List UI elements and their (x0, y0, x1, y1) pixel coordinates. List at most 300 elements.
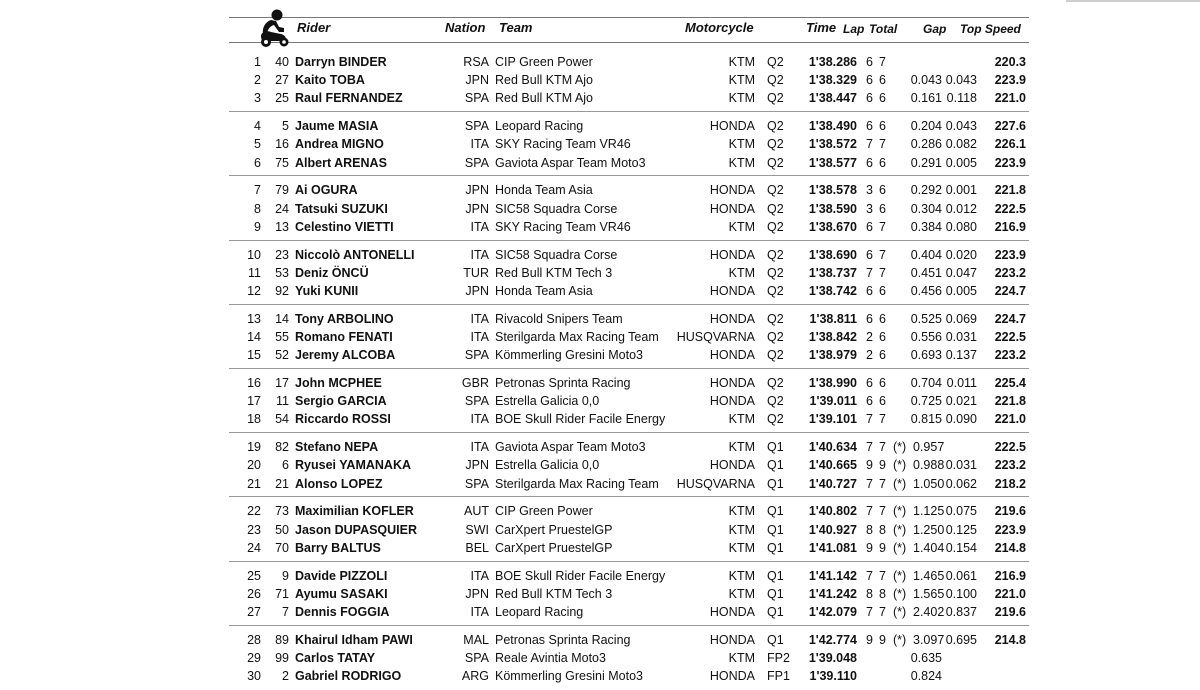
lap-cell: 6 (866, 73, 873, 88)
table-row (229, 475, 1029, 493)
gap-previous-cell: 0.001 (945, 183, 977, 198)
motorcycle-rider-icon (257, 8, 291, 48)
position-cell: 1 (254, 55, 261, 69)
position-cell: 4 (254, 119, 261, 134)
gap-cell: 1.050 (913, 476, 945, 491)
position-cell: 7 (254, 183, 261, 198)
team-cell: Honda Team Asia (495, 284, 593, 298)
team-cell: Red Bull KTM Ajo (495, 73, 593, 88)
position-cell: 12 (247, 284, 261, 298)
lap-cell: 6 (866, 55, 873, 69)
time-cell: 1'38.670 (808, 219, 857, 234)
gap-previous-cell: 0.090 (945, 412, 977, 427)
group-divider (229, 496, 1029, 497)
motorcycle-cell: HONDA (709, 394, 755, 409)
motorcycle-cell: HONDA (709, 348, 755, 363)
top-speed-cell: 223.2 (994, 458, 1026, 473)
total-laps-cell: 7 (879, 55, 886, 69)
motorcycle-cell: KTM (728, 55, 755, 69)
team-cell: SIC58 Squadra Corse (495, 247, 618, 262)
team-cell: BOE Skull Rider Facile Energy (495, 568, 666, 583)
lap-cell: 2 (866, 348, 873, 363)
position-cell: 29 (247, 651, 261, 665)
group-divider (229, 625, 1029, 626)
rider-name-cell: Celestino VIETTI (295, 219, 394, 234)
rider-number-cell: 9 (282, 568, 289, 583)
note-cell: (*) (893, 605, 907, 619)
group-divider (229, 240, 1029, 241)
rider-number-cell: 40 (275, 55, 289, 69)
nation-cell: ITA (470, 330, 489, 344)
rider-name-cell: Davide PIZZOLI (295, 568, 388, 583)
time-cell: 1'38.842 (808, 330, 857, 344)
table-row (229, 89, 1029, 107)
time-cell: 1'38.577 (808, 155, 857, 170)
nation-cell: JPN (465, 73, 489, 88)
rider-name-cell: Khairul Idham PAWI (295, 632, 413, 647)
top-speed-cell: 224.7 (994, 284, 1026, 298)
time-cell: 1'40.927 (808, 522, 857, 537)
lap-cell: 7 (866, 265, 873, 280)
motorcycle-cell: HONDA (709, 605, 755, 619)
table-row (229, 117, 1029, 135)
nation-cell: JPN (465, 458, 489, 473)
rider-number-cell: 79 (275, 183, 289, 198)
position-cell: 19 (247, 440, 261, 455)
lap-cell: 3 (866, 183, 873, 198)
session-cell: Q1 (767, 458, 784, 473)
gap-previous-cell: 0.020 (945, 247, 977, 262)
top-speed-cell: 220.3 (994, 55, 1026, 69)
motorcycle-cell: HONDA (709, 376, 755, 390)
team-cell: Sterilgarda Max Racing Team (495, 476, 659, 491)
time-cell: 1'38.979 (808, 348, 857, 363)
position-cell: 3 (254, 91, 261, 106)
lap-cell: 8 (866, 586, 873, 601)
time-cell: 1'39.011 (809, 394, 857, 409)
top-speed-cell: 216.9 (994, 568, 1026, 583)
note-cell: (*) (893, 440, 907, 455)
motorcycle-cell: KTM (728, 522, 755, 537)
nation-cell: SPA (464, 119, 489, 134)
lap-cell: 9 (866, 458, 873, 473)
gap-previous-cell: 0.695 (945, 632, 977, 647)
total-laps-cell: 9 (879, 632, 886, 647)
lap-cell: 7 (866, 476, 873, 491)
top-speed-cell: 221.0 (994, 586, 1026, 601)
gap-cell: 2.402 (913, 605, 945, 619)
rider-number-cell: 6 (282, 458, 289, 473)
motorcycle-cell: HONDA (709, 284, 755, 298)
top-speed-cell: 221.0 (994, 412, 1026, 427)
rider-number-cell: 25 (275, 91, 289, 106)
header-bottom-rule (229, 42, 1029, 43)
total-laps-cell: 9 (879, 540, 886, 555)
rider-number-cell: 53 (275, 265, 289, 280)
top-speed-cell: 216.9 (994, 219, 1026, 234)
total-laps-cell: 6 (879, 330, 886, 344)
rider-number-cell: 27 (275, 73, 289, 88)
lap-cell: 6 (866, 284, 873, 298)
gap-cell: 0.815 (910, 412, 942, 427)
position-cell: 16 (247, 376, 261, 390)
gap-previous-cell: 0.043 (945, 73, 977, 88)
gap-previous-cell: 0.154 (945, 540, 977, 555)
team-cell: Red Bull KTM Tech 3 (495, 586, 613, 601)
time-cell: 1'42.774 (808, 632, 857, 647)
rider-name-cell: Carlos TATAY (295, 651, 376, 665)
note-cell: (*) (893, 586, 907, 601)
rider-name-cell: Jaume MASIA (295, 119, 379, 134)
group-divider (229, 432, 1029, 433)
gap-cell: 0.988 (913, 458, 945, 473)
time-cell: 1'38.329 (808, 73, 857, 88)
motorcycle-cell: HONDA (709, 632, 755, 647)
session-cell: Q1 (767, 504, 784, 519)
rider-name-cell: Barry BALTUS (295, 540, 381, 555)
gap-previous-cell: 0.069 (945, 311, 977, 326)
team-cell: Sterilgarda Max Racing Team (495, 330, 659, 344)
nation-cell: BEL (465, 540, 489, 555)
table-row (229, 649, 1029, 667)
rider-number-cell: 24 (275, 201, 289, 216)
gap-cell: 1.250 (913, 522, 945, 537)
session-cell: Q2 (767, 219, 784, 234)
gap-cell: 0.451 (910, 265, 942, 280)
results-sheet (229, 0, 1029, 690)
time-cell: 1'39.048 (808, 651, 857, 665)
team-cell: BOE Skull Rider Facile Energy (495, 412, 666, 427)
time-cell: 1'38.811 (809, 311, 857, 326)
col-header-total: Total (869, 22, 898, 36)
total-laps-cell: 7 (879, 137, 886, 152)
scrollbar[interactable] (1066, 0, 1200, 2)
total-laps-cell: 7 (879, 265, 886, 280)
total-laps-cell: 7 (879, 412, 886, 427)
table-row (229, 667, 1029, 685)
table-row (229, 392, 1029, 410)
time-cell: 1'38.490 (808, 119, 857, 134)
motorcycle-cell: KTM (728, 568, 755, 583)
time-cell: 1'38.737 (808, 265, 857, 280)
lap-cell: 9 (866, 540, 873, 555)
position-cell: 22 (247, 504, 261, 519)
nation-cell: SPA (464, 394, 489, 409)
motorcycle-cell: KTM (728, 651, 755, 665)
time-cell: 1'38.578 (808, 183, 857, 198)
position-cell: 21 (247, 476, 261, 491)
session-cell: Q2 (767, 73, 784, 88)
table-row (229, 585, 1029, 603)
rider-name-cell: Tony ARBOLINO (295, 311, 394, 326)
table-row (229, 603, 1029, 621)
top-speed-cell: 221.0 (994, 91, 1026, 106)
session-cell: Q2 (767, 91, 784, 106)
position-cell: 26 (247, 586, 261, 601)
session-cell: Q2 (767, 394, 784, 409)
position-cell: 14 (247, 330, 261, 344)
time-cell: 1'38.990 (808, 376, 857, 390)
team-cell: Leopard Racing (495, 605, 584, 619)
group-divider (229, 111, 1029, 112)
rider-number-cell: 16 (275, 137, 289, 152)
note-cell: (*) (893, 476, 907, 491)
table-row (229, 264, 1029, 282)
rider-number-cell: 23 (275, 247, 289, 262)
rider-number-cell: 13 (275, 219, 289, 234)
rider-number-cell: 99 (275, 651, 289, 665)
lap-cell: 6 (866, 119, 873, 134)
nation-cell: ITA (470, 219, 489, 234)
table-row (229, 181, 1029, 199)
nation-cell: JPN (465, 586, 489, 601)
motorcycle-cell: KTM (728, 137, 755, 152)
total-laps-cell: 6 (879, 183, 886, 198)
lap-cell: 7 (866, 440, 873, 455)
position-cell: 24 (247, 540, 261, 555)
top-speed-cell: 223.9 (994, 73, 1026, 88)
table-row (229, 438, 1029, 456)
lap-cell: 6 (866, 311, 873, 326)
rider-number-cell: 70 (275, 540, 289, 555)
team-cell: Red Bull KTM Ajo (495, 91, 593, 106)
rider-number-cell: 50 (275, 522, 289, 537)
motorcycle-cell: KTM (728, 504, 755, 519)
total-laps-cell: 6 (879, 394, 886, 409)
team-cell: Petronas Sprinta Racing (495, 632, 631, 647)
rider-name-cell: Jason DUPASQUIER (295, 522, 418, 537)
session-cell: Q1 (767, 540, 784, 555)
gap-previous-cell: 0.062 (945, 476, 977, 491)
table-row (229, 310, 1029, 328)
top-speed-cell: 223.2 (994, 265, 1026, 280)
table-row (229, 502, 1029, 520)
lap-cell: 7 (866, 504, 873, 519)
lap-cell: 7 (866, 605, 873, 619)
rider-number-cell: 54 (275, 412, 289, 427)
col-header-rider: Rider (297, 20, 331, 35)
session-cell: Q2 (767, 119, 784, 134)
team-cell: CarXpert PruestelGP (495, 522, 613, 537)
team-cell: Kömmerling Gresini Moto3 (495, 348, 643, 363)
session-cell: Q2 (767, 330, 784, 344)
header-top-rule (229, 17, 1029, 18)
nation-cell: ITA (470, 247, 489, 262)
nation-cell: ITA (470, 440, 489, 455)
motorcycle-cell: KTM (728, 219, 755, 234)
top-speed-cell: 223.2 (994, 348, 1026, 363)
total-laps-cell: 7 (879, 440, 886, 455)
motorcycle-cell: KTM (728, 440, 755, 455)
note-cell: (*) (893, 504, 907, 519)
rider-name-cell: Ryusei YAMANAKA (295, 458, 412, 473)
gap-previous-cell: 0.012 (945, 201, 977, 216)
total-laps-cell: 6 (879, 155, 886, 170)
col-header-nation: Nation (445, 20, 486, 35)
session-cell: Q2 (767, 247, 784, 262)
nation-cell: SPA (464, 91, 489, 106)
rider-name-cell: Riccardo ROSSI (295, 412, 391, 427)
session-cell: Q2 (767, 284, 784, 298)
time-cell: 1'40.665 (808, 458, 857, 473)
table-row (229, 567, 1029, 585)
table-row (229, 282, 1029, 300)
note-cell: (*) (893, 632, 907, 647)
rider-number-cell: 92 (275, 284, 289, 298)
nation-cell: AUT (464, 504, 489, 519)
team-cell: CarXpert PruestelGP (495, 540, 613, 555)
top-speed-cell: 227.6 (994, 119, 1026, 134)
lap-cell: 7 (866, 412, 873, 427)
table-row (229, 246, 1029, 264)
table-row (229, 521, 1029, 539)
team-cell: Gaviota Aspar Team Moto3 (495, 155, 646, 170)
time-cell: 1'42.079 (808, 605, 857, 619)
session-cell: Q2 (767, 55, 784, 69)
team-cell: SKY Racing Team VR46 (495, 219, 631, 234)
table-row (229, 346, 1029, 364)
lap-cell: 7 (866, 568, 873, 583)
top-speed-cell: 222.5 (994, 201, 1026, 216)
gap-previous-cell: 0.080 (945, 219, 977, 234)
rider-name-cell: Tatsuki SUZUKI (295, 201, 388, 216)
team-cell: Red Bull KTM Tech 3 (495, 265, 613, 280)
total-laps-cell: 7 (879, 219, 886, 234)
lap-cell: 6 (866, 247, 873, 262)
session-cell: Q1 (767, 440, 784, 455)
lap-cell: 6 (866, 376, 873, 390)
group-divider (229, 368, 1029, 369)
col-header-time: Time (806, 20, 837, 35)
motorcycle-cell: KTM (728, 155, 755, 170)
gap-cell: 0.824 (910, 669, 942, 684)
nation-cell: ITA (470, 568, 489, 583)
session-cell: Q1 (767, 605, 784, 619)
session-cell: FP1 (767, 669, 790, 684)
note-cell: (*) (893, 540, 907, 555)
table-row (229, 631, 1029, 649)
gap-cell: 0.456 (910, 284, 942, 298)
team-cell: Rivacold Snipers Team (495, 311, 623, 326)
motorcycle-cell: HONDA (709, 311, 755, 326)
top-speed-cell: 221.8 (994, 183, 1026, 198)
nation-cell: JPN (465, 201, 489, 216)
nation-cell: ITA (470, 412, 489, 427)
time-cell: 1'41.142 (808, 568, 857, 583)
gap-cell: 0.161 (910, 91, 942, 106)
rider-number-cell: 2 (282, 669, 289, 684)
session-cell: Q2 (767, 155, 784, 170)
top-speed-cell: 223.9 (994, 155, 1026, 170)
time-cell: 1'39.110 (809, 669, 857, 684)
top-speed-cell: 219.6 (994, 504, 1026, 519)
gap-previous-cell: 0.047 (945, 265, 977, 280)
rider-name-cell: Sergio GARCIA (295, 394, 387, 409)
total-laps-cell: 7 (879, 568, 886, 583)
gap-cell: 0.556 (910, 330, 942, 344)
table-row (229, 71, 1029, 89)
gap-previous-cell: 0.082 (945, 137, 977, 152)
col-header-top-speed: Top Speed (960, 22, 1021, 36)
top-speed-cell: 214.8 (994, 632, 1026, 647)
lap-cell: 6 (866, 91, 873, 106)
session-cell: Q2 (767, 376, 784, 390)
gap-cell: 0.704 (910, 376, 942, 390)
position-cell: 10 (247, 247, 261, 262)
nation-cell: SPA (464, 651, 489, 665)
nation-cell: ITA (470, 311, 489, 326)
gap-previous-cell: 0.011 (946, 376, 977, 390)
team-cell: CIP Green Power (495, 55, 593, 69)
nation-cell: JPN (465, 284, 489, 298)
nation-cell: ITA (470, 137, 489, 152)
rider-name-cell: Niccolò ANTONELLI (295, 247, 415, 262)
total-laps-cell: 6 (879, 376, 886, 390)
gap-cell: 0.725 (910, 394, 942, 409)
top-speed-cell: 223.9 (994, 247, 1026, 262)
motorcycle-cell: HUSQVARNA (676, 330, 755, 344)
motorcycle-cell: HONDA (709, 247, 755, 262)
top-speed-cell: 219.6 (994, 605, 1026, 619)
rider-name-cell: Yuki KUNII (295, 284, 359, 298)
position-cell: 28 (247, 632, 261, 647)
position-cell: 15 (247, 348, 261, 363)
top-speed-cell: 222.5 (994, 440, 1026, 455)
top-speed-cell: 223.9 (994, 522, 1026, 537)
table-row (229, 135, 1029, 153)
team-cell: Petronas Sprinta Racing (495, 376, 631, 390)
gap-previous-cell: 0.031 (945, 330, 977, 344)
total-laps-cell: 6 (879, 311, 886, 326)
session-cell: Q2 (767, 311, 784, 326)
session-cell: Q2 (767, 412, 784, 427)
position-cell: 6 (254, 155, 261, 170)
lap-cell: 6 (866, 394, 873, 409)
top-speed-cell: 225.4 (994, 376, 1026, 390)
gap-previous-cell: 0.100 (945, 586, 977, 601)
team-cell: SKY Racing Team VR46 (495, 137, 631, 152)
gap-previous-cell: 0.021 (945, 394, 977, 409)
rider-number-cell: 75 (275, 155, 289, 170)
time-cell: 1'38.590 (808, 201, 857, 216)
rider-name-cell: Andrea MIGNO (295, 137, 384, 152)
rider-name-cell: Alonso LOPEZ (295, 476, 383, 491)
motorcycle-cell: HONDA (709, 458, 755, 473)
position-cell: 5 (254, 137, 261, 152)
team-cell: SIC58 Squadra Corse (495, 201, 618, 216)
table-row (229, 218, 1029, 236)
rider-name-cell: Dennis FOGGIA (295, 605, 390, 619)
table-row (229, 456, 1029, 474)
nation-cell: JPN (465, 183, 489, 198)
team-cell: Estrella Galicia 0,0 (495, 394, 600, 409)
time-cell: 1'40.802 (808, 504, 857, 519)
session-cell: Q2 (767, 137, 784, 152)
total-laps-cell: 6 (879, 91, 886, 106)
nation-cell: GBR (461, 376, 489, 390)
rider-number-cell: 11 (276, 394, 289, 409)
total-laps-cell: 9 (879, 458, 886, 473)
rider-name-cell: Maximilian KOFLER (295, 504, 414, 519)
rider-number-cell: 52 (275, 348, 289, 363)
gap-previous-cell: 0.837 (945, 605, 977, 619)
table-row (229, 410, 1029, 428)
table-row (229, 374, 1029, 392)
rider-name-cell: Deniz ÖNCÜ (295, 265, 369, 280)
nation-cell: RSA (463, 55, 489, 69)
total-laps-cell: 8 (879, 522, 886, 537)
rider-number-cell: 73 (275, 504, 289, 519)
